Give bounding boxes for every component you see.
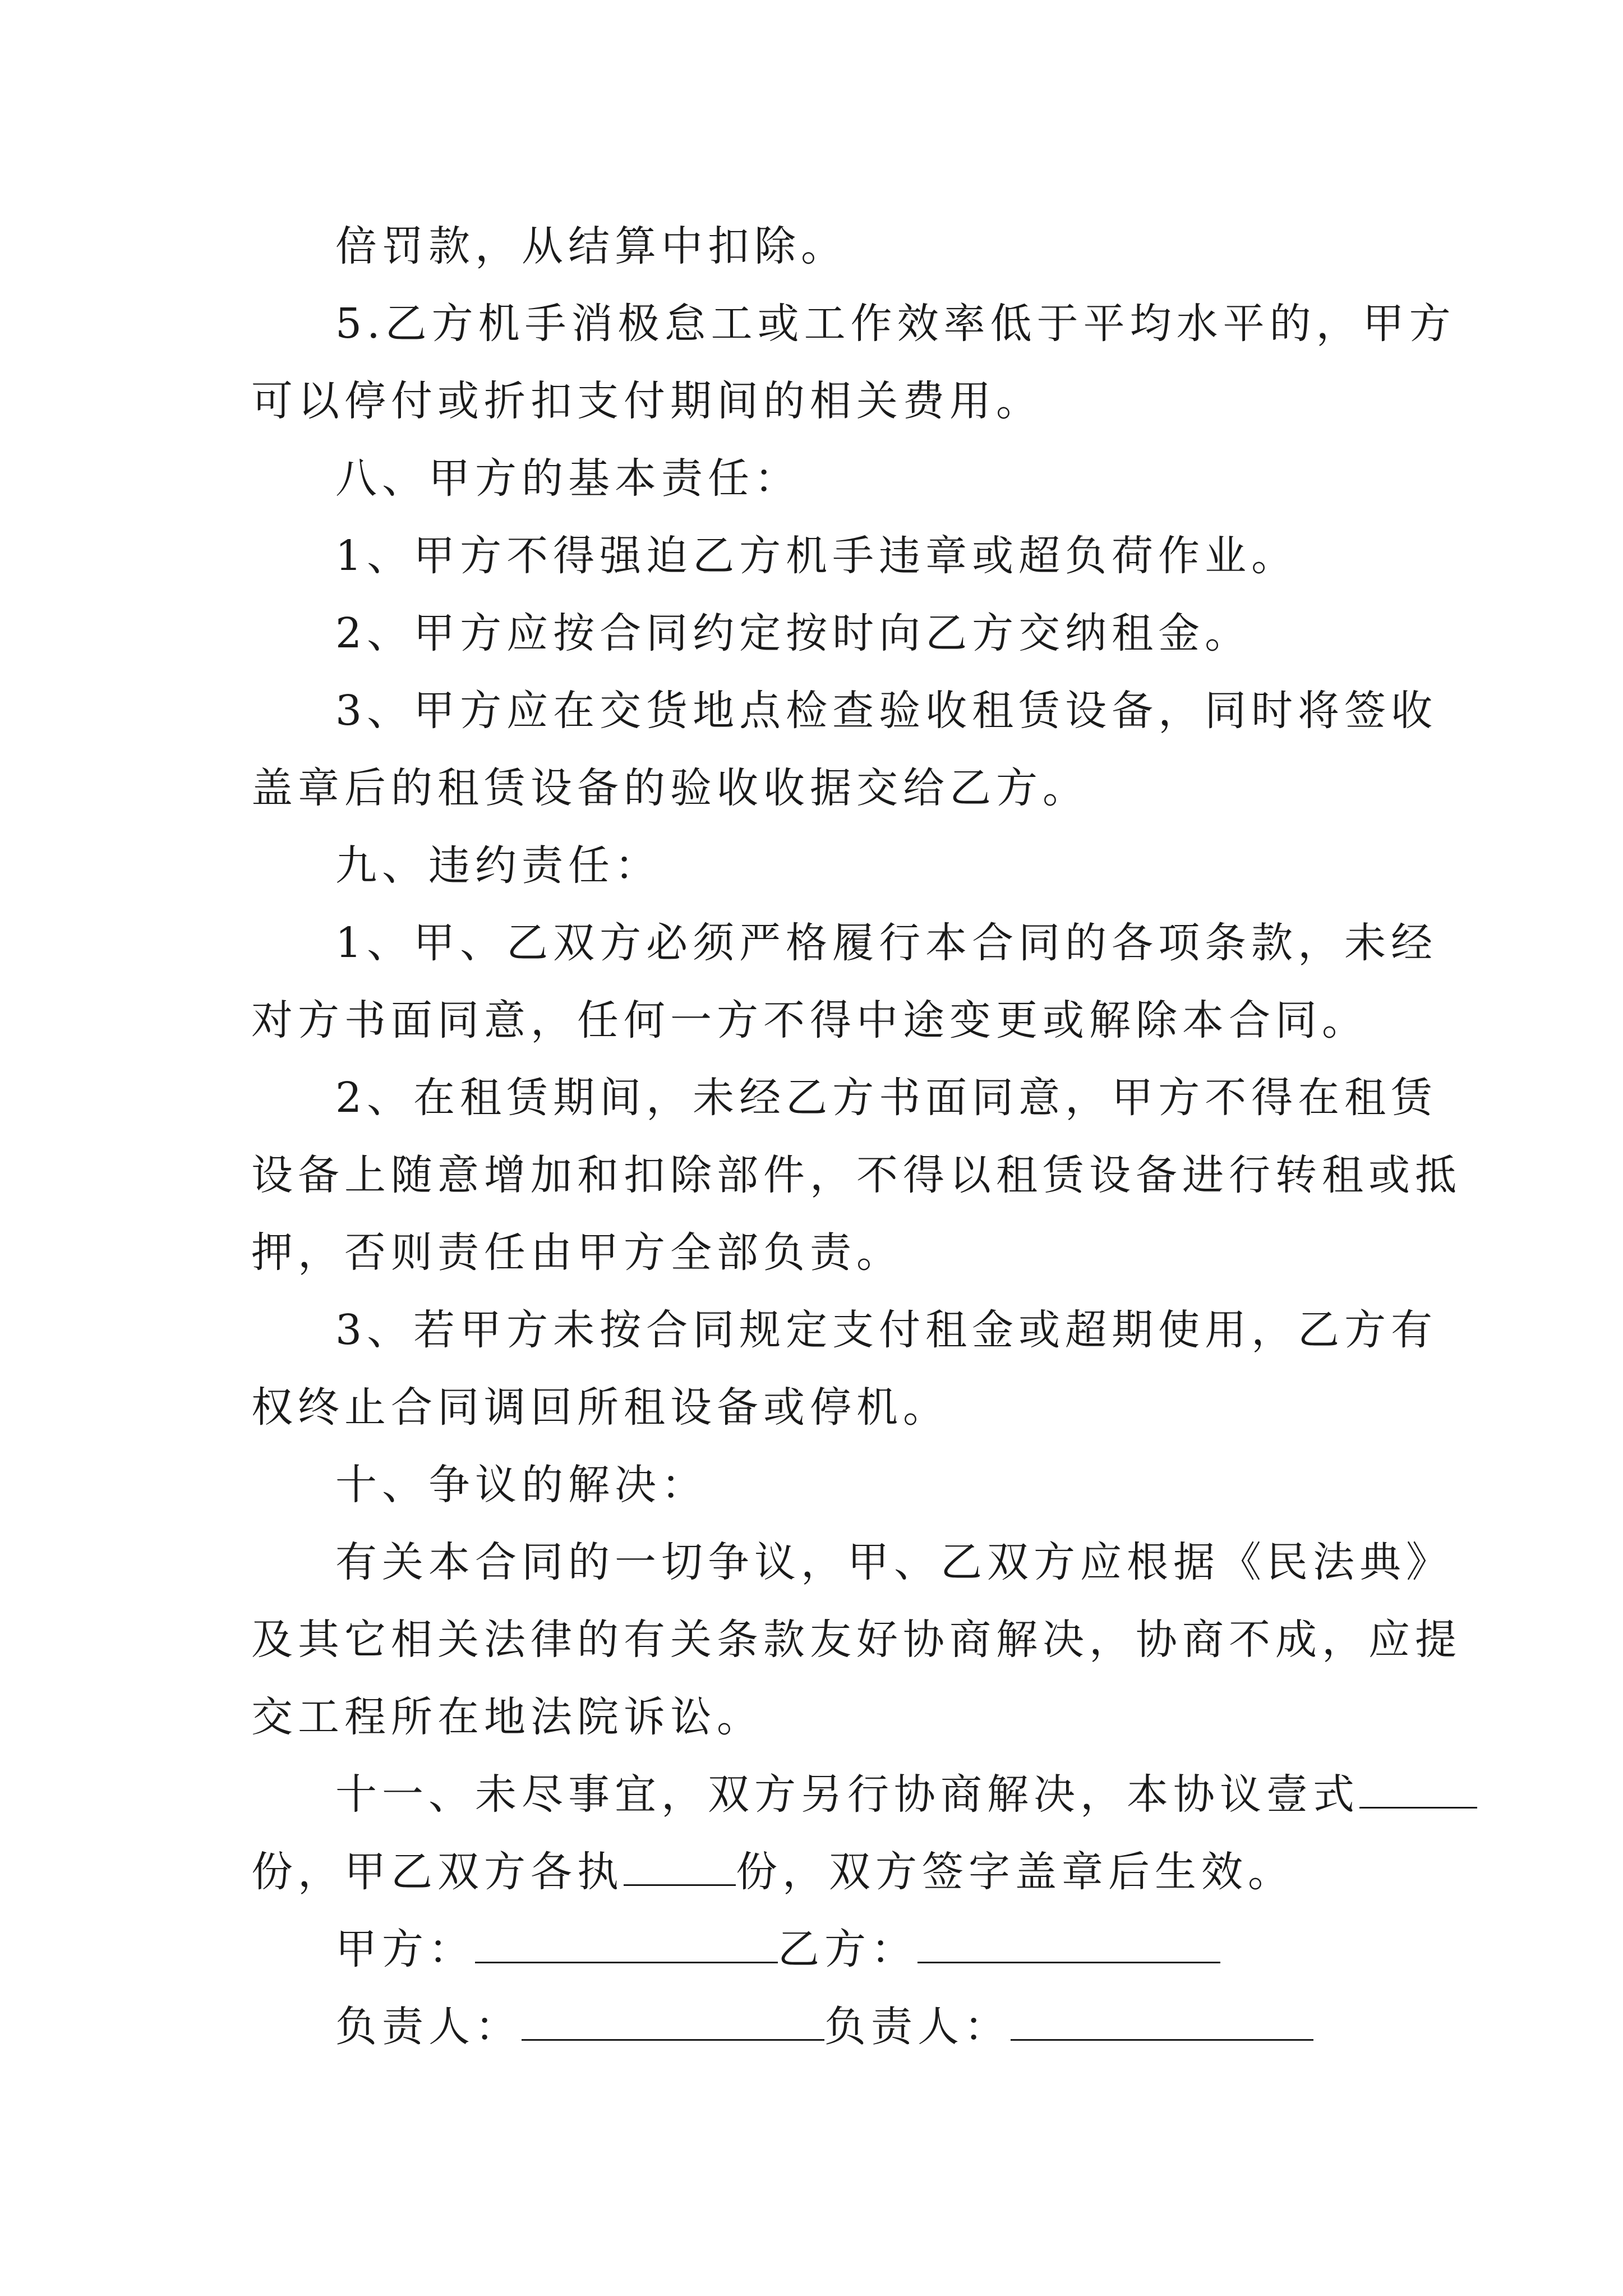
text-line: 有关本合同的一切争议，甲、乙双方应根据《民法典》 xyxy=(335,1538,1453,1586)
party-a-blank xyxy=(475,1922,778,1963)
text-line: 1、甲、乙双方必须严格履行本合同的各项条款，未经 xyxy=(335,919,1438,967)
text-line: 3、甲方应在交货地点检查验收租赁设备，同时将签收 xyxy=(335,687,1438,735)
text-line: 对方书面同意，任何一方不得中途变更或解除本合同。 xyxy=(251,996,1368,1045)
clause-11-text-part2: 份，双方签字盖章后生效。 xyxy=(736,1848,1294,1896)
text-line: 十、争议的解决： xyxy=(335,1461,708,1509)
text-line: 盖章后的租赁设备的验收收据交给乙方。 xyxy=(251,764,1089,812)
text-line: 2、在租赁期间，未经乙方书面同意，甲方不得在租赁 xyxy=(335,1074,1438,1122)
responsible-b-label: 负责人： xyxy=(824,2003,1011,2051)
party-b-blank xyxy=(917,1922,1220,1963)
text-line: 权终止合同调回所租设备或停机。 xyxy=(251,1383,949,1432)
responsible-a-label: 负责人： xyxy=(335,2003,522,2051)
text-line: 八、甲方的基本责任： xyxy=(335,454,801,503)
text-line: 3、若甲方未按合同规定支付租金或超期使用，乙方有 xyxy=(335,1306,1438,1354)
responsible-b-blank xyxy=(1011,2000,1313,2041)
responsible-a-blank xyxy=(522,2000,824,2041)
text-line: 1、甲方不得强迫乙方机手违章或超负荷作业。 xyxy=(335,532,1298,580)
signature-row-parties xyxy=(251,1911,1378,1988)
text-line: 押，否则责任由甲方全部负责。 xyxy=(251,1228,903,1277)
copies-total-blank xyxy=(1359,1768,1477,1809)
text-line: 及其它相关法律的有关条款友好协商解决，协商不成，应提 xyxy=(251,1616,1461,1664)
copies-each-blank xyxy=(624,1845,736,1886)
party-b-label: 乙方： xyxy=(778,1925,917,1973)
text-line: 2、甲方应按合同约定按时向乙方交纳租金。 xyxy=(335,609,1252,657)
clause-11-text: 十一、未尽事宜，双方另行协商解决，本协议壹式 xyxy=(335,1770,1359,1819)
text-line: 可以停付或折扣支付期间的相关费用。 xyxy=(251,377,1043,425)
clause-11-line-1 xyxy=(251,1756,1378,1833)
text-line: 设备上随意增加和扣除部件，不得以租赁设备进行转租或抵 xyxy=(251,1151,1461,1199)
text-line: 5.乙方机手消极怠工或工作效率低于平均水平的，甲方 xyxy=(335,300,1456,348)
text-line: 九、违约责任： xyxy=(335,841,661,890)
paragraph-lines xyxy=(251,208,1461,1756)
text-line: 倍罚款，从结算中扣除。 xyxy=(335,222,847,270)
party-a-label: 甲方： xyxy=(335,1925,475,1973)
text-line: 交工程所在地法院诉讼。 xyxy=(251,1693,763,1741)
document-body xyxy=(251,208,1461,2065)
clause-11-text-part1: 份，甲乙双方各执 xyxy=(251,1848,624,1896)
clause-11-line-2 xyxy=(251,1833,1378,1911)
signature-row-responsible xyxy=(251,1988,1378,2065)
